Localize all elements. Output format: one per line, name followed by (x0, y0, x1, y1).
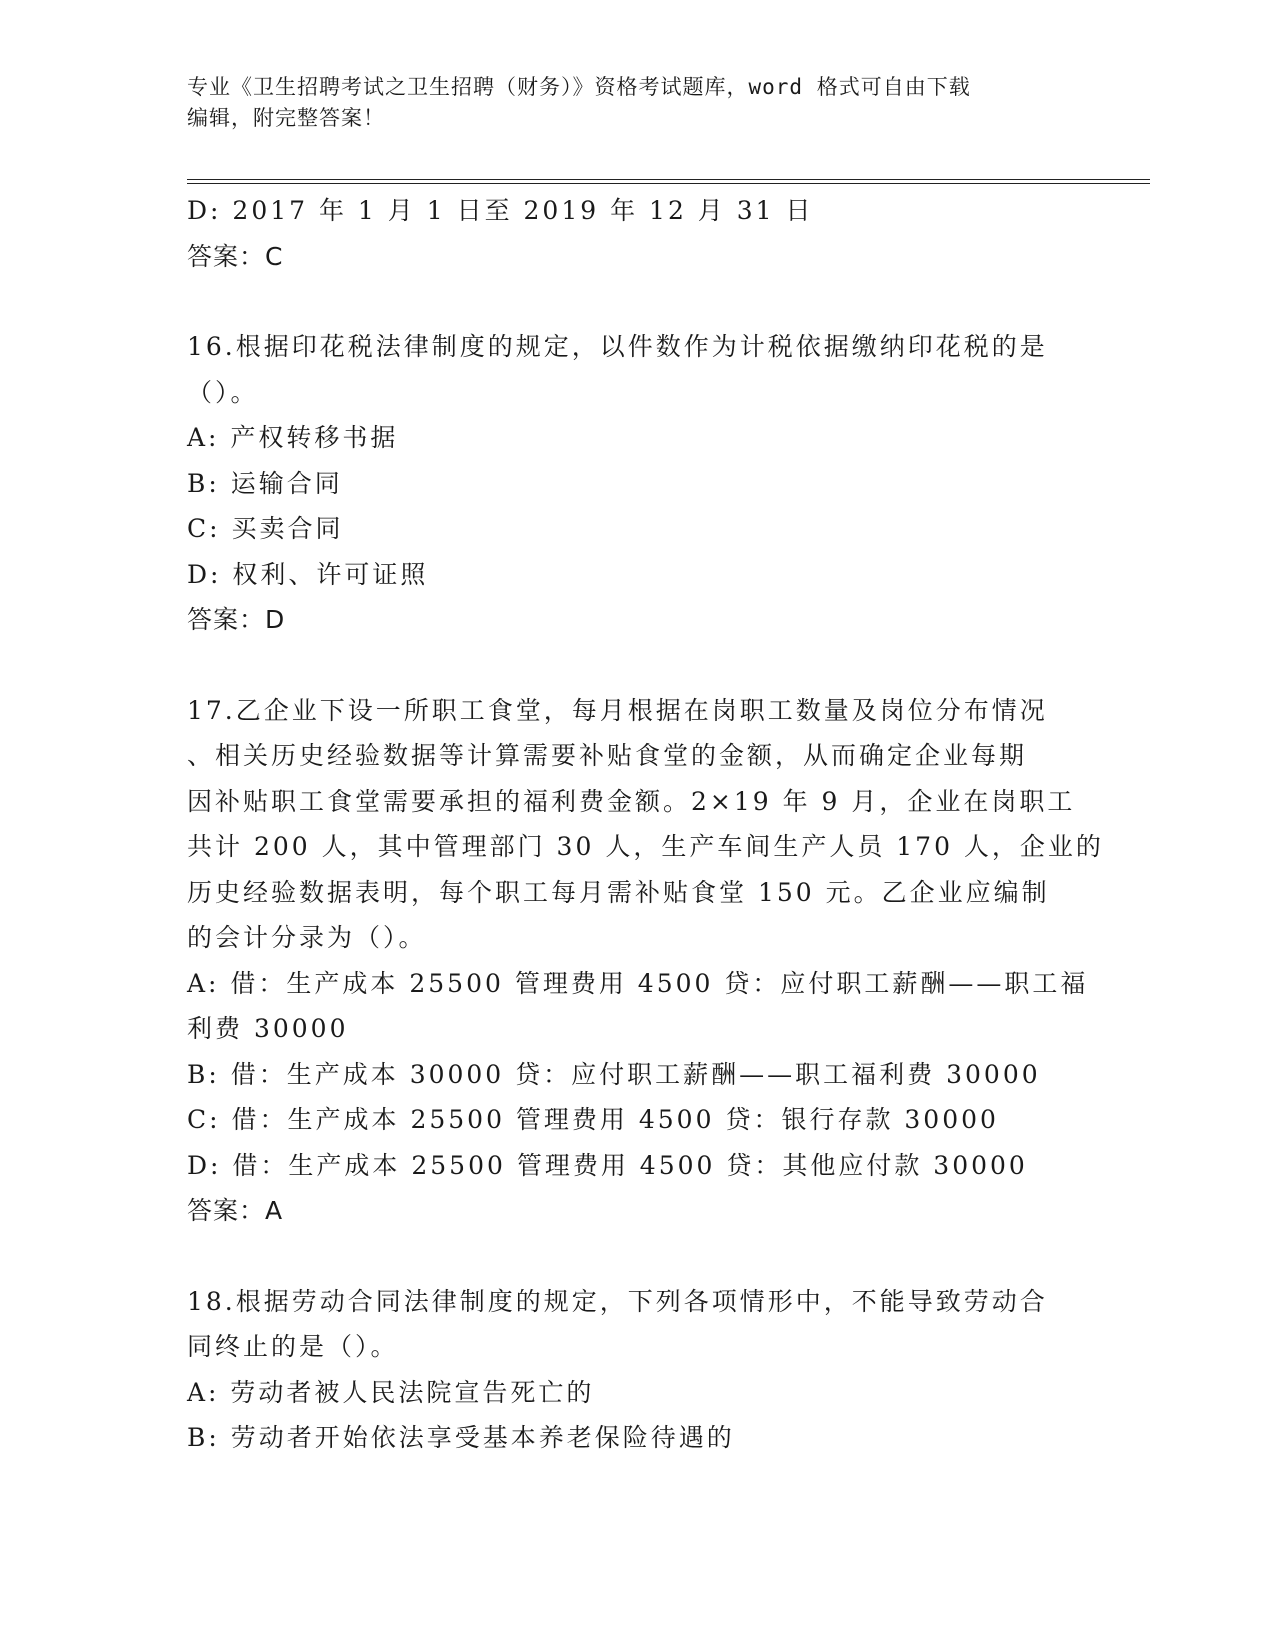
option-c: C: 买卖合同 (187, 514, 344, 543)
question-stem-line: 历史经验数据表明，每个职工每月需补贴食堂 150 元。乙企业应编制 (187, 877, 1050, 907)
document-header (187, 72, 1087, 134)
option-c: C: 借：生产成本 25500 管理费用 4500 贷：银行存款 30000 (187, 1105, 999, 1134)
question-stem-line: 16.根据印花税法律制度的规定，以件数作为计税依据缴纳印花税的是 (187, 332, 1048, 361)
question-stem-line: 的会计分录为（）。 (187, 923, 427, 952)
spacer (187, 1234, 1087, 1279)
spacer (187, 643, 1087, 688)
option-a: A: 借：生产成本 25500 管理费用 4500 贷：应付职工薪酬——职工福 (187, 968, 1089, 998)
header-divider-bottom (187, 183, 1150, 184)
option-a-continued: 利费 30000 (187, 1014, 349, 1043)
question-16 (187, 324, 1087, 643)
question-stem-line: 因补贴职工食堂需要承担的福利费金额。2×19 年 9 月，企业在岗职工 (187, 786, 1076, 816)
question-stem-line: 17.乙企业下设一所职工食堂，每月根据在岗职工数量及岗位分布情况 (187, 695, 1048, 725)
document-body (187, 188, 1104, 1461)
option-b: B: 运输合同 (187, 468, 343, 498)
header-divider-top (187, 179, 1150, 180)
question-18 (187, 1279, 1087, 1461)
question-stem-line: 共计 200 人，其中管理部门 30 人，生产车间生产人员 170 人，企业的 (187, 832, 1104, 861)
question-stem-line: 、相关历史经验数据等计算需要补贴食堂的金额，从而确定企业每期 (187, 741, 1028, 770)
header-line-1: 专业《卫生招聘考试之卫生招聘（财务）》资格考试题库，word 格式可自由下载 (187, 75, 971, 99)
option-d: D: 借：生产成本 25500 管理费用 4500 贷：其他应付款 30000 (187, 1150, 1028, 1180)
question-17 (187, 688, 1104, 1234)
option-b: B: 借：生产成本 30000 贷：应付职工薪酬——职工福利费 30000 (187, 1059, 1041, 1089)
previous-question (187, 188, 1087, 279)
spacer (187, 279, 1087, 324)
option-b: B: 劳动者开始依法享受基本养老保险待遇的 (187, 1423, 735, 1452)
header-line-2: 编辑，附完整答案！ (187, 106, 385, 130)
option-a: A: 劳动者被人民法院宣告死亡的 (187, 1377, 595, 1407)
option-d: D: 2017 年 1 月 1 日至 2019 年 12 月 31 日 (187, 196, 814, 225)
question-stem-line: （）。 (187, 377, 259, 407)
question-stem-line: 同终止的是（）。 (187, 1332, 399, 1361)
answer-line: 答案：C (187, 241, 284, 271)
answer-line: 答案：A (187, 1196, 284, 1225)
option-d: D: 权利、许可证照 (187, 559, 429, 589)
option-a: A: 产权转移书据 (187, 423, 399, 452)
question-stem-line: 18.根据劳动合同法律制度的规定，下列各项情形中，不能导致劳动合 (187, 1286, 1048, 1316)
answer-line: 答案：D (187, 605, 286, 634)
